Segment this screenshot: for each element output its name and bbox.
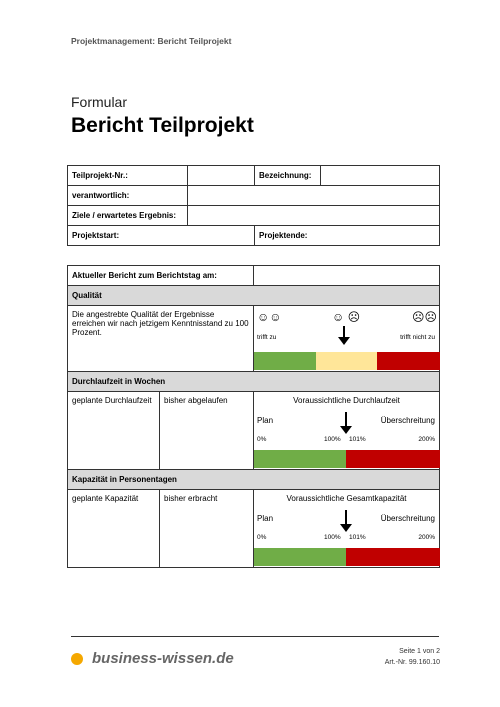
- label-plan: Plan: [257, 416, 274, 425]
- tick-100: 100%: [324, 534, 341, 541]
- article-number: Art.-Nr. 99.160.10: [384, 659, 440, 666]
- section-durchlaufzeit: Durchlaufzeit in Wochen: [68, 372, 440, 392]
- label-voraussichtliche-gesamtkapazitaet: Voraussichtliche Gesamtkapazität: [286, 494, 407, 503]
- tick-0: 0%: [257, 436, 267, 443]
- label-ueberschreitung: Überschreitung: [380, 514, 435, 523]
- tick-101: 101%: [349, 436, 366, 443]
- field-bezeichnung[interactable]: [321, 166, 440, 186]
- label-verantwortlich: verantwortlich:: [68, 186, 188, 206]
- qualitaet-text: Die angestrebte Qualität der Ergebnisse erreichen wir nach jetzigem Kenntnisstand zu 100 Prozent.: [68, 306, 254, 372]
- field-ziele[interactable]: [188, 206, 440, 226]
- gauge-red: [377, 352, 440, 370]
- form-label: Formular: [71, 94, 128, 110]
- arrow-down-icon: [345, 412, 347, 427]
- label-bezeichnung: Bezeichnung:: [255, 166, 321, 186]
- gauge-green: [254, 548, 346, 566]
- gauge-green: [254, 352, 316, 370]
- tick-0: 0%: [257, 534, 267, 541]
- tick-101: 101%: [349, 534, 366, 541]
- durchlaufzeit-gauge-cell: [254, 392, 440, 470]
- header-breadcrumb: Projektmanagement: Bericht Teilprojekt: [71, 36, 232, 46]
- logo-text: business-wissen.de: [92, 650, 234, 667]
- label-aktueller-bericht: Aktueller Bericht zum Berichtstag am:: [68, 266, 254, 286]
- gauge-red: [346, 548, 440, 566]
- tick-200: 200%: [418, 534, 435, 541]
- section-kapazitaet: Kapazität in Personentagen: [68, 470, 440, 490]
- info-table: [67, 165, 440, 246]
- label-ueberschreitung: Überschreitung: [380, 416, 435, 425]
- label-plan: Plan: [257, 514, 274, 523]
- kapazitaet-gauge-cell: [254, 490, 440, 568]
- smiley-neutral-icon: ☺ ☹: [332, 310, 361, 324]
- label-geplante-durchlaufzeit: geplante Durchlaufzeit: [68, 392, 160, 470]
- label-voraussichtliche-durchlaufzeit: Voraussichtliche Durchlaufzeit: [293, 396, 400, 405]
- page-info: [385, 648, 440, 666]
- report-table: [67, 265, 440, 568]
- label-teilprojekt-nr: Teilprojekt-Nr.:: [68, 166, 188, 186]
- label-bisher-abgelaufen: bisher abgelaufen: [160, 392, 254, 470]
- label-trifft-zu: trifft zu: [257, 334, 277, 341]
- footer-divider: [71, 636, 439, 637]
- gauge-green: [254, 450, 346, 468]
- field-berichtstag[interactable]: [254, 266, 440, 286]
- label-geplante-kapazitaet: geplante Kapazität: [68, 490, 160, 568]
- arrow-head-icon: [340, 524, 352, 532]
- label-ziele: Ziele / erwartetes Ergebnis:: [68, 206, 188, 226]
- gauge-yellow: [316, 352, 377, 370]
- label-projektstart: Projektstart:: [68, 226, 255, 246]
- page-title: Bericht Teilprojekt: [71, 114, 254, 137]
- page-number: Seite 1 von 2: [399, 648, 440, 655]
- gauge-red: [346, 450, 440, 468]
- field-verantwortlich[interactable]: [188, 186, 440, 206]
- logo-dot-icon: [71, 653, 83, 665]
- label-bisher-erbracht: bisher erbracht: [160, 490, 254, 568]
- qualitaet-gauge-cell: [254, 306, 440, 372]
- arrow-down-icon: [345, 510, 347, 525]
- arrow-head-icon: [340, 426, 352, 434]
- smiley-sad-icon: ☹☹: [412, 310, 438, 324]
- smiley-happy-icon: ☺☺: [257, 310, 282, 324]
- label-projektende: Projektende:: [255, 226, 440, 246]
- section-qualitaet: Qualität: [68, 286, 440, 306]
- tick-200: 200%: [418, 436, 435, 443]
- arrow-head-icon: [338, 337, 350, 345]
- field-teilprojekt-nr[interactable]: [188, 166, 255, 186]
- label-trifft-nicht-zu: trifft nicht zu: [400, 334, 435, 341]
- tick-100: 100%: [324, 436, 341, 443]
